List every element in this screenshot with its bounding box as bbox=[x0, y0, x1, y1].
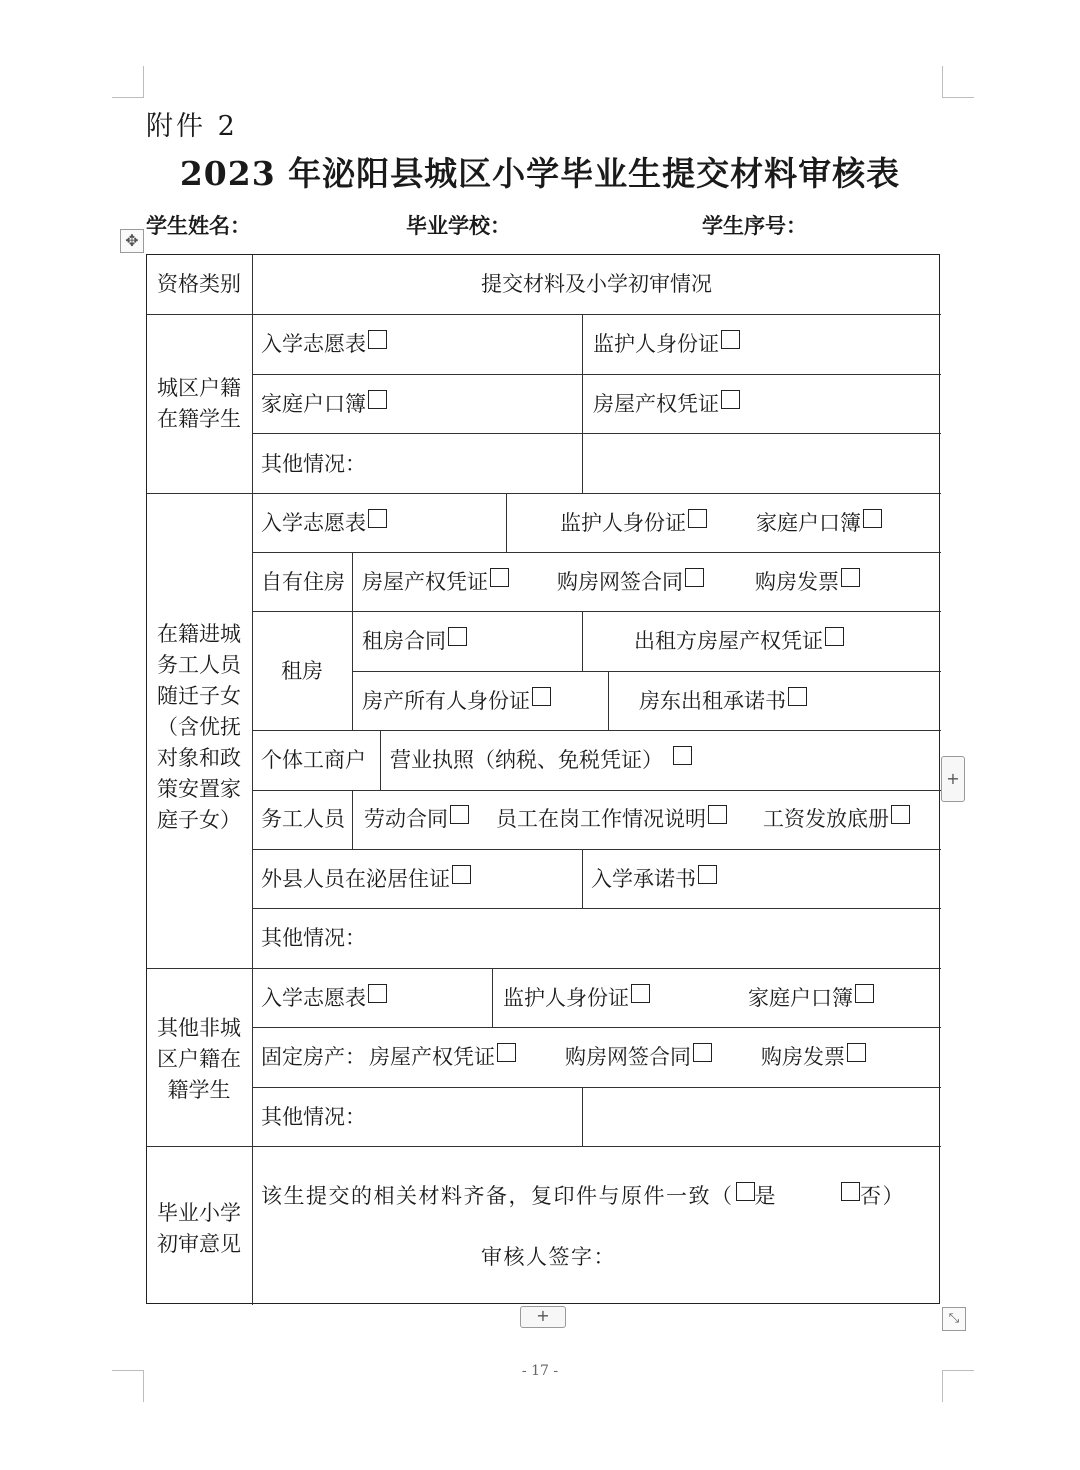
yes-label: 是 bbox=[754, 1184, 777, 1208]
other-info-label: 其他情况： bbox=[261, 452, 366, 476]
checkbox[interactable] bbox=[863, 509, 882, 528]
checkbox[interactable] bbox=[708, 805, 727, 824]
checkbox[interactable] bbox=[497, 1043, 516, 1062]
statement-text: 该生提交的相关材料齐备，复印件与原件一致（ bbox=[261, 1184, 734, 1208]
school-label: 毕业学校： bbox=[406, 213, 511, 238]
item-payroll-record bbox=[763, 804, 910, 834]
column-line bbox=[252, 255, 253, 1305]
row-line bbox=[352, 671, 941, 672]
item-label: 监护人身份证 bbox=[503, 986, 629, 1010]
column-line bbox=[582, 1087, 583, 1146]
item-label: 购房网签合同 bbox=[565, 1045, 691, 1069]
crop-mark-tr-h bbox=[942, 97, 974, 98]
item-landlord-property-certificate bbox=[634, 626, 844, 656]
checkbox[interactable] bbox=[368, 390, 387, 409]
checkbox[interactable] bbox=[631, 984, 650, 1003]
item-rental-contract bbox=[362, 626, 467, 656]
checkbox[interactable] bbox=[788, 687, 807, 706]
column-line bbox=[506, 493, 507, 552]
item-property-certificate bbox=[362, 567, 509, 597]
item-label: 家庭户口簿 bbox=[748, 986, 853, 1010]
add-row-button[interactable]: + bbox=[520, 1306, 566, 1328]
item-enrollment-pledge bbox=[591, 864, 717, 894]
item-label: 房屋产权凭证 bbox=[593, 392, 719, 416]
category-migrant-children: 在籍进城务工人员随迁子女（含优抚对象和政策安置家庭子女） bbox=[157, 622, 241, 832]
checkbox[interactable] bbox=[721, 330, 740, 349]
category-urban-residents: 城区户籍在籍学生 bbox=[157, 376, 241, 431]
item-label: 外县人员在泌居住证 bbox=[261, 867, 450, 891]
rent-label: 租房 bbox=[281, 659, 323, 683]
item-employment-statement bbox=[496, 804, 727, 834]
item-label: 入学志愿表 bbox=[261, 986, 366, 1010]
checkbox[interactable] bbox=[685, 568, 704, 587]
item-property-certificate bbox=[369, 1042, 516, 1072]
column-line bbox=[608, 671, 609, 730]
checkbox[interactable] bbox=[368, 984, 387, 1003]
no-label: 否） bbox=[860, 1184, 905, 1208]
item-guardian-id bbox=[503, 983, 650, 1013]
page-title: 2023 年泌阳县城区小学毕业生提交材料审核表 bbox=[179, 154, 901, 193]
other-info-label: 其他情况： bbox=[261, 926, 366, 950]
column-line bbox=[492, 968, 493, 1027]
item-label: 家庭户口簿 bbox=[756, 511, 861, 535]
item-label: 房产所有人身份证 bbox=[362, 689, 530, 713]
add-column-button[interactable]: + bbox=[941, 756, 965, 802]
item-label: 入学志愿表 bbox=[261, 332, 366, 356]
checkbox[interactable] bbox=[368, 330, 387, 349]
item-label: 入学承诺书 bbox=[591, 867, 696, 891]
page-number: - 17 - bbox=[521, 1363, 559, 1379]
item-household-register bbox=[756, 508, 882, 538]
checkbox[interactable] bbox=[452, 865, 471, 884]
item-label: 购房网签合同 bbox=[557, 570, 683, 594]
item-residence-permit bbox=[261, 864, 471, 894]
row-line bbox=[252, 730, 941, 731]
row-line bbox=[252, 849, 941, 850]
item-label: 房屋产权凭证 bbox=[362, 570, 488, 594]
row-line bbox=[252, 374, 941, 375]
serial-label: 学生序号： bbox=[702, 213, 807, 238]
column-line bbox=[380, 730, 381, 790]
item-landlord-pledge bbox=[639, 686, 807, 716]
checkbox[interactable] bbox=[450, 805, 469, 824]
consistency-statement bbox=[261, 1181, 905, 1211]
row-line bbox=[252, 790, 941, 791]
header-materials: 提交材料及小学初审情况 bbox=[481, 272, 712, 296]
item-label: 购房发票 bbox=[761, 1045, 845, 1069]
row-line bbox=[252, 908, 941, 909]
checkbox[interactable] bbox=[448, 627, 467, 646]
item-purchase-contract bbox=[557, 567, 704, 597]
item-application-form bbox=[261, 508, 387, 538]
other-info-label: 其他情况： bbox=[261, 1105, 366, 1129]
checkbox[interactable] bbox=[698, 865, 717, 884]
row-line bbox=[147, 968, 941, 969]
item-guardian-id bbox=[560, 508, 707, 538]
checkbox[interactable] bbox=[490, 568, 509, 587]
column-line bbox=[352, 790, 353, 849]
item-business-license bbox=[390, 745, 692, 775]
column-line bbox=[582, 611, 583, 671]
item-label: 监护人身份证 bbox=[560, 511, 686, 535]
table-resize-icon[interactable]: ⤡ bbox=[942, 1307, 966, 1331]
row-line bbox=[252, 611, 941, 612]
item-label: 入学志愿表 bbox=[261, 511, 366, 535]
item-label: 出租方房屋产权凭证 bbox=[634, 629, 823, 653]
header-category: 资格类别 bbox=[157, 272, 241, 296]
category-school-opinion: 毕业小学初审意见 bbox=[157, 1201, 241, 1256]
own-house-label: 自有住房 bbox=[261, 570, 345, 594]
checkbox[interactable] bbox=[847, 1043, 866, 1062]
checkbox[interactable] bbox=[825, 627, 844, 646]
row-line bbox=[147, 493, 941, 494]
item-purchase-invoice bbox=[755, 567, 860, 597]
item-label: 工资发放底册 bbox=[763, 807, 889, 831]
row-line bbox=[252, 433, 941, 434]
item-label: 家庭户口簿 bbox=[261, 392, 366, 416]
checkbox[interactable] bbox=[721, 390, 740, 409]
item-label: 房屋产权凭证 bbox=[369, 1045, 495, 1069]
row-line bbox=[147, 1146, 941, 1147]
row-line bbox=[147, 314, 941, 315]
worker-label: 务工人员 bbox=[261, 807, 345, 831]
item-application-form bbox=[261, 329, 387, 359]
table-move-handle-icon[interactable]: ✥ bbox=[120, 229, 144, 253]
column-line bbox=[352, 552, 353, 730]
checkbox[interactable] bbox=[673, 746, 692, 765]
item-label: 监护人身份证 bbox=[593, 332, 719, 356]
fixed-property-label: 固定房产： bbox=[261, 1045, 366, 1069]
item-guardian-id bbox=[593, 329, 740, 359]
column-line bbox=[582, 314, 583, 493]
checkbox[interactable] bbox=[855, 984, 874, 1003]
item-label: 购房发票 bbox=[755, 570, 839, 594]
item-owner-id bbox=[362, 686, 551, 716]
student-name-label: 学生姓名： bbox=[146, 213, 251, 238]
item-household-register bbox=[261, 389, 387, 419]
item-household-register bbox=[748, 983, 874, 1013]
column-line bbox=[582, 849, 583, 908]
checkbox[interactable] bbox=[368, 509, 387, 528]
crop-mark-tl-v bbox=[143, 66, 144, 98]
business-label: 个体工商户 bbox=[261, 748, 366, 772]
item-purchase-invoice bbox=[761, 1042, 866, 1072]
item-labor-contract bbox=[364, 804, 469, 834]
item-label: 租房合同 bbox=[362, 629, 446, 653]
yes-checkbox[interactable] bbox=[736, 1182, 755, 1201]
item-property-certificate bbox=[593, 389, 740, 419]
item-application-form bbox=[261, 983, 387, 1013]
item-label: 员工在岗工作情况说明 bbox=[496, 807, 706, 831]
checkbox[interactable] bbox=[841, 568, 860, 587]
item-purchase-contract bbox=[565, 1042, 712, 1072]
item-label: 劳动合同 bbox=[364, 807, 448, 831]
checkbox[interactable] bbox=[891, 805, 910, 824]
reviewer-signature-label: 审核人签字： bbox=[481, 1245, 616, 1269]
review-table bbox=[146, 254, 940, 1304]
row-line bbox=[252, 1087, 941, 1088]
checkbox[interactable] bbox=[688, 509, 707, 528]
crop-mark-tl-h bbox=[112, 97, 144, 98]
attachment-label: 附件 2 bbox=[146, 111, 238, 142]
row-line bbox=[252, 1027, 941, 1028]
crop-mark-tr-v bbox=[942, 66, 943, 98]
row-line bbox=[252, 552, 941, 553]
category-non-urban-residents: 其他非城区户籍在籍学生 bbox=[157, 1016, 241, 1102]
item-label: 营业执照（纳税、免税凭证） bbox=[390, 748, 663, 772]
checkbox[interactable] bbox=[693, 1043, 712, 1062]
no-checkbox[interactable] bbox=[841, 1182, 860, 1201]
checkbox[interactable] bbox=[532, 687, 551, 706]
item-label: 房东出租承诺书 bbox=[639, 689, 786, 713]
